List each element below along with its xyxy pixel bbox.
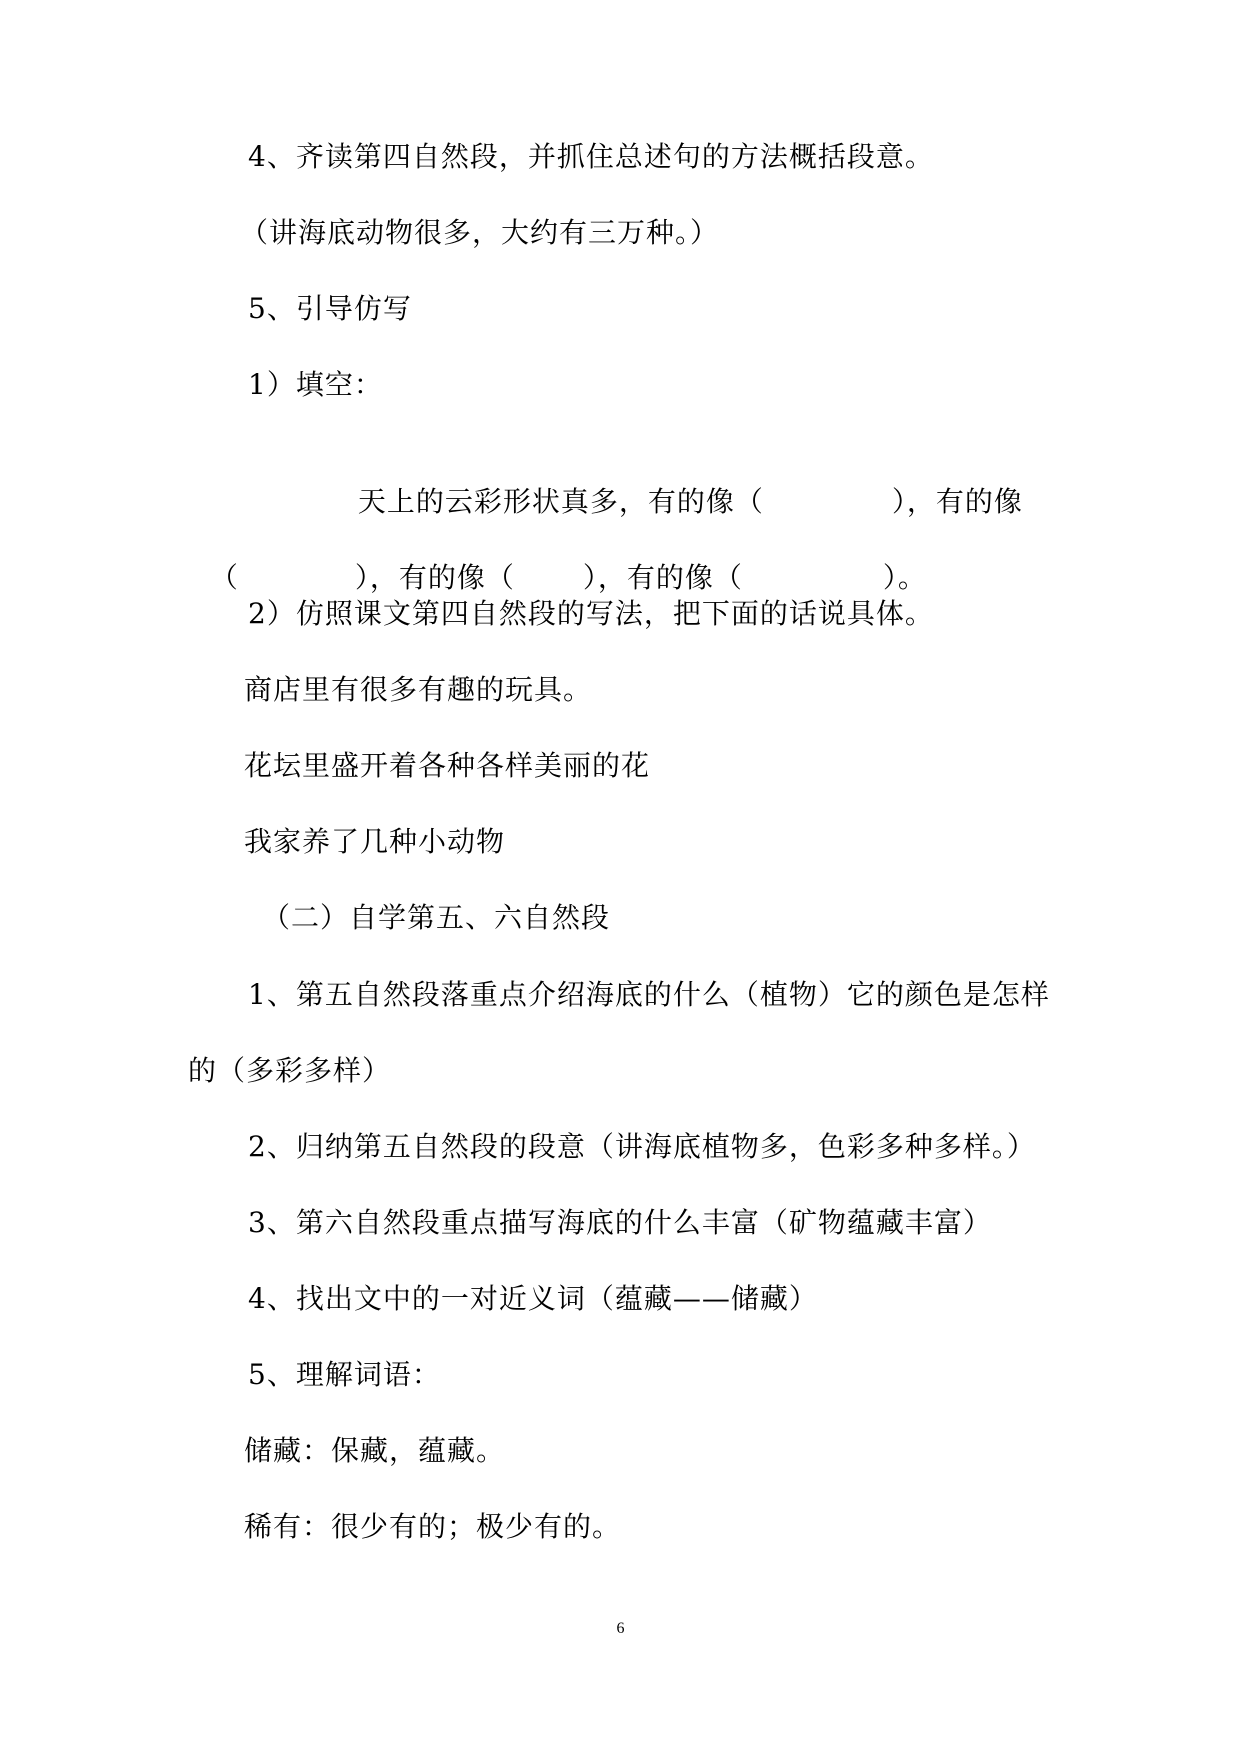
sentence-flowers: 花坛里盛开着各种各样美丽的花 bbox=[244, 749, 651, 782]
fill-blank-line-1 bbox=[338, 442, 1023, 522]
item-1-text: 1、第五自然段落重点介绍海底的什么（植物）它的颜色是怎样 bbox=[248, 978, 1050, 1011]
section-heading-self-study: （二）自学第五、六自然段 bbox=[262, 901, 611, 934]
item-4-text: 4、齐读第四自然段，并抓住总述句的方法概括段意。 bbox=[248, 140, 934, 173]
sentence-toys: 商店里有很多有趣的玩具。 bbox=[244, 673, 593, 706]
fill-blank-open: （ bbox=[209, 561, 239, 594]
fill-blank-text-3: ），有的像（ bbox=[354, 561, 515, 594]
item-4-synonyms: 4、找出文中的一对近义词（蕴藏——储藏） bbox=[248, 1282, 818, 1315]
fill-blank-text-1: 天上的云彩形状真多，有的像（ bbox=[357, 485, 764, 518]
sentence-animals: 我家养了几种小动物 bbox=[244, 825, 506, 858]
fill-blank-line-2 bbox=[190, 518, 927, 598]
page-number: 6 bbox=[616, 1620, 625, 1637]
fill-blank-heading: 1）填空： bbox=[248, 368, 383, 401]
definition-xiyou: 稀有：很少有的；极少有的。 bbox=[244, 1510, 622, 1543]
item-4-answer: （讲海底动物很多，大约有三万种。） bbox=[240, 216, 720, 249]
item-3-text: 3、第六自然段重点描写海底的什么丰富（矿物蕴藏丰富） bbox=[248, 1206, 992, 1239]
imitation-instruction: 2）仿照课文第四自然段的写法，把下面的话说具体。 bbox=[248, 597, 934, 630]
fill-blank-text-2: ），有的像 bbox=[891, 485, 1023, 518]
definition-chucang: 储藏：保藏，蕴藏。 bbox=[244, 1434, 506, 1467]
fill-blank-close: ）。 bbox=[882, 561, 927, 594]
item-5-vocabulary: 5、理解词语： bbox=[248, 1358, 441, 1391]
item-2-text: 2、归纳第五自然段的段意（讲海底植物多，色彩多种多样。） bbox=[248, 1130, 1036, 1163]
fill-blank-text-4: ），有的像（ bbox=[582, 561, 743, 594]
item-1-continuation: 的（多彩多样） bbox=[188, 1054, 392, 1087]
item-5-heading: 5、引导仿写 bbox=[248, 292, 412, 325]
